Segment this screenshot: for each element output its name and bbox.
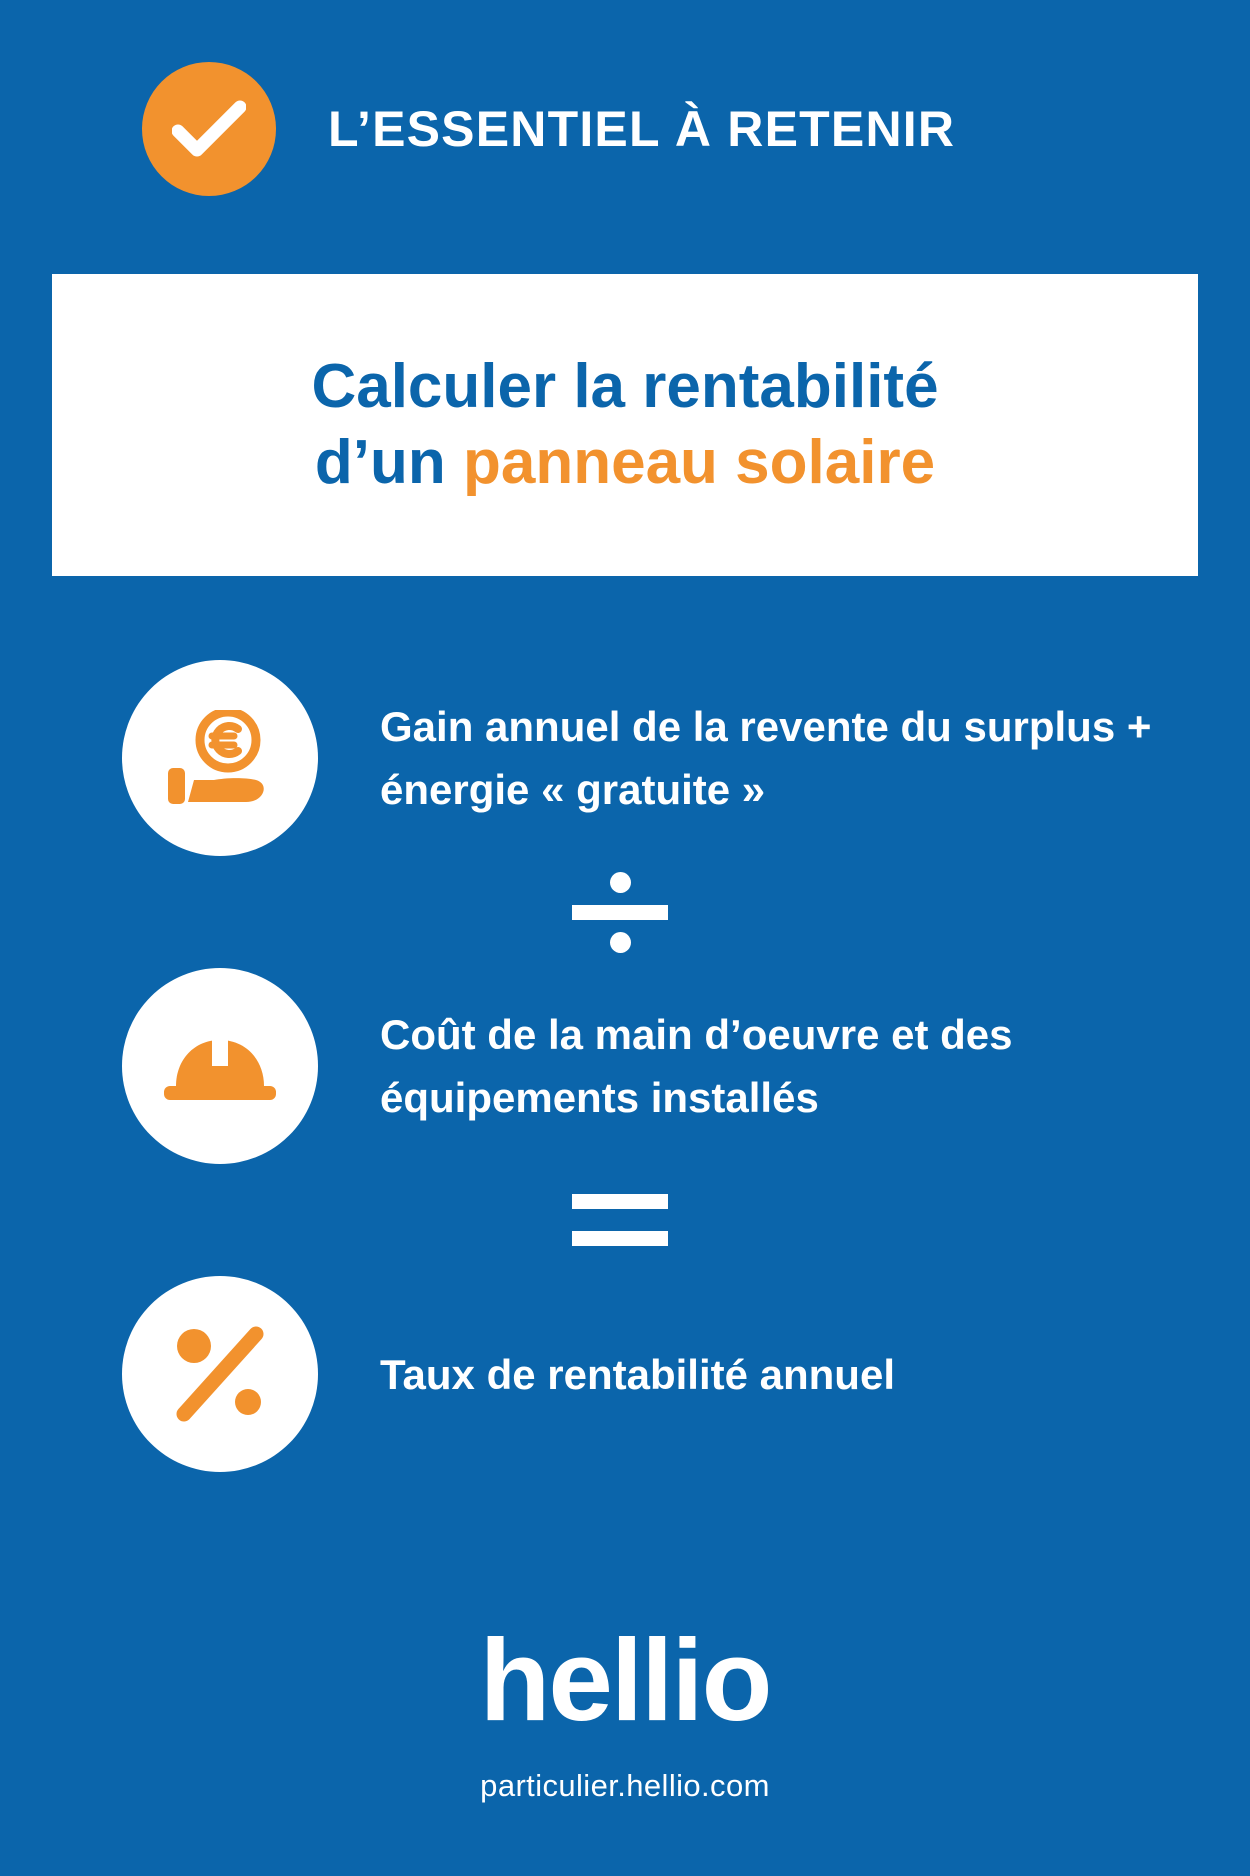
divide-dot-bottom — [610, 932, 631, 953]
step-row — [0, 660, 1250, 856]
header-title: L’ESSENTIEL À RETENIR — [328, 101, 956, 157]
hellio-logo: hellio — [479, 1615, 771, 1745]
formula-steps — [0, 660, 1250, 1472]
title-card — [52, 274, 1198, 576]
check-badge — [142, 62, 276, 196]
title-line-1: Calculer la rentabilité — [311, 352, 939, 422]
divide-operator — [0, 856, 1250, 968]
footer — [0, 1615, 1250, 1804]
percent-icon — [168, 1322, 272, 1426]
step-row — [0, 1276, 1250, 1472]
divide-bar — [572, 905, 668, 920]
hand-holding-euro-icon — [164, 710, 276, 806]
equals-bar-top — [572, 1194, 668, 1209]
step-row — [0, 968, 1250, 1164]
step-icon-circle — [122, 1276, 318, 1472]
step-icon-circle — [122, 660, 318, 856]
title-line-2-accent: panneau solaire — [463, 428, 936, 497]
divide-dot-top — [610, 872, 631, 893]
equals-bar-bottom — [572, 1231, 668, 1246]
check-icon — [172, 100, 246, 158]
step-icon-circle — [122, 968, 318, 1164]
step-label: Taux de rentabilité annuel — [380, 1350, 895, 1398]
step-label: Coût de la main d’oeuvre et des équipements installés — [380, 1011, 1013, 1121]
equals-operator — [0, 1164, 1250, 1276]
step-label: Gain annuel de la revente du surplus + énergie « gratuite » — [380, 703, 1152, 813]
header — [142, 62, 955, 196]
title-line-2-plain: d’un — [314, 428, 463, 497]
hard-hat-icon — [162, 1024, 278, 1108]
page-title — [271, 349, 978, 500]
site-url: particulier.hellio.com — [480, 1768, 770, 1803]
